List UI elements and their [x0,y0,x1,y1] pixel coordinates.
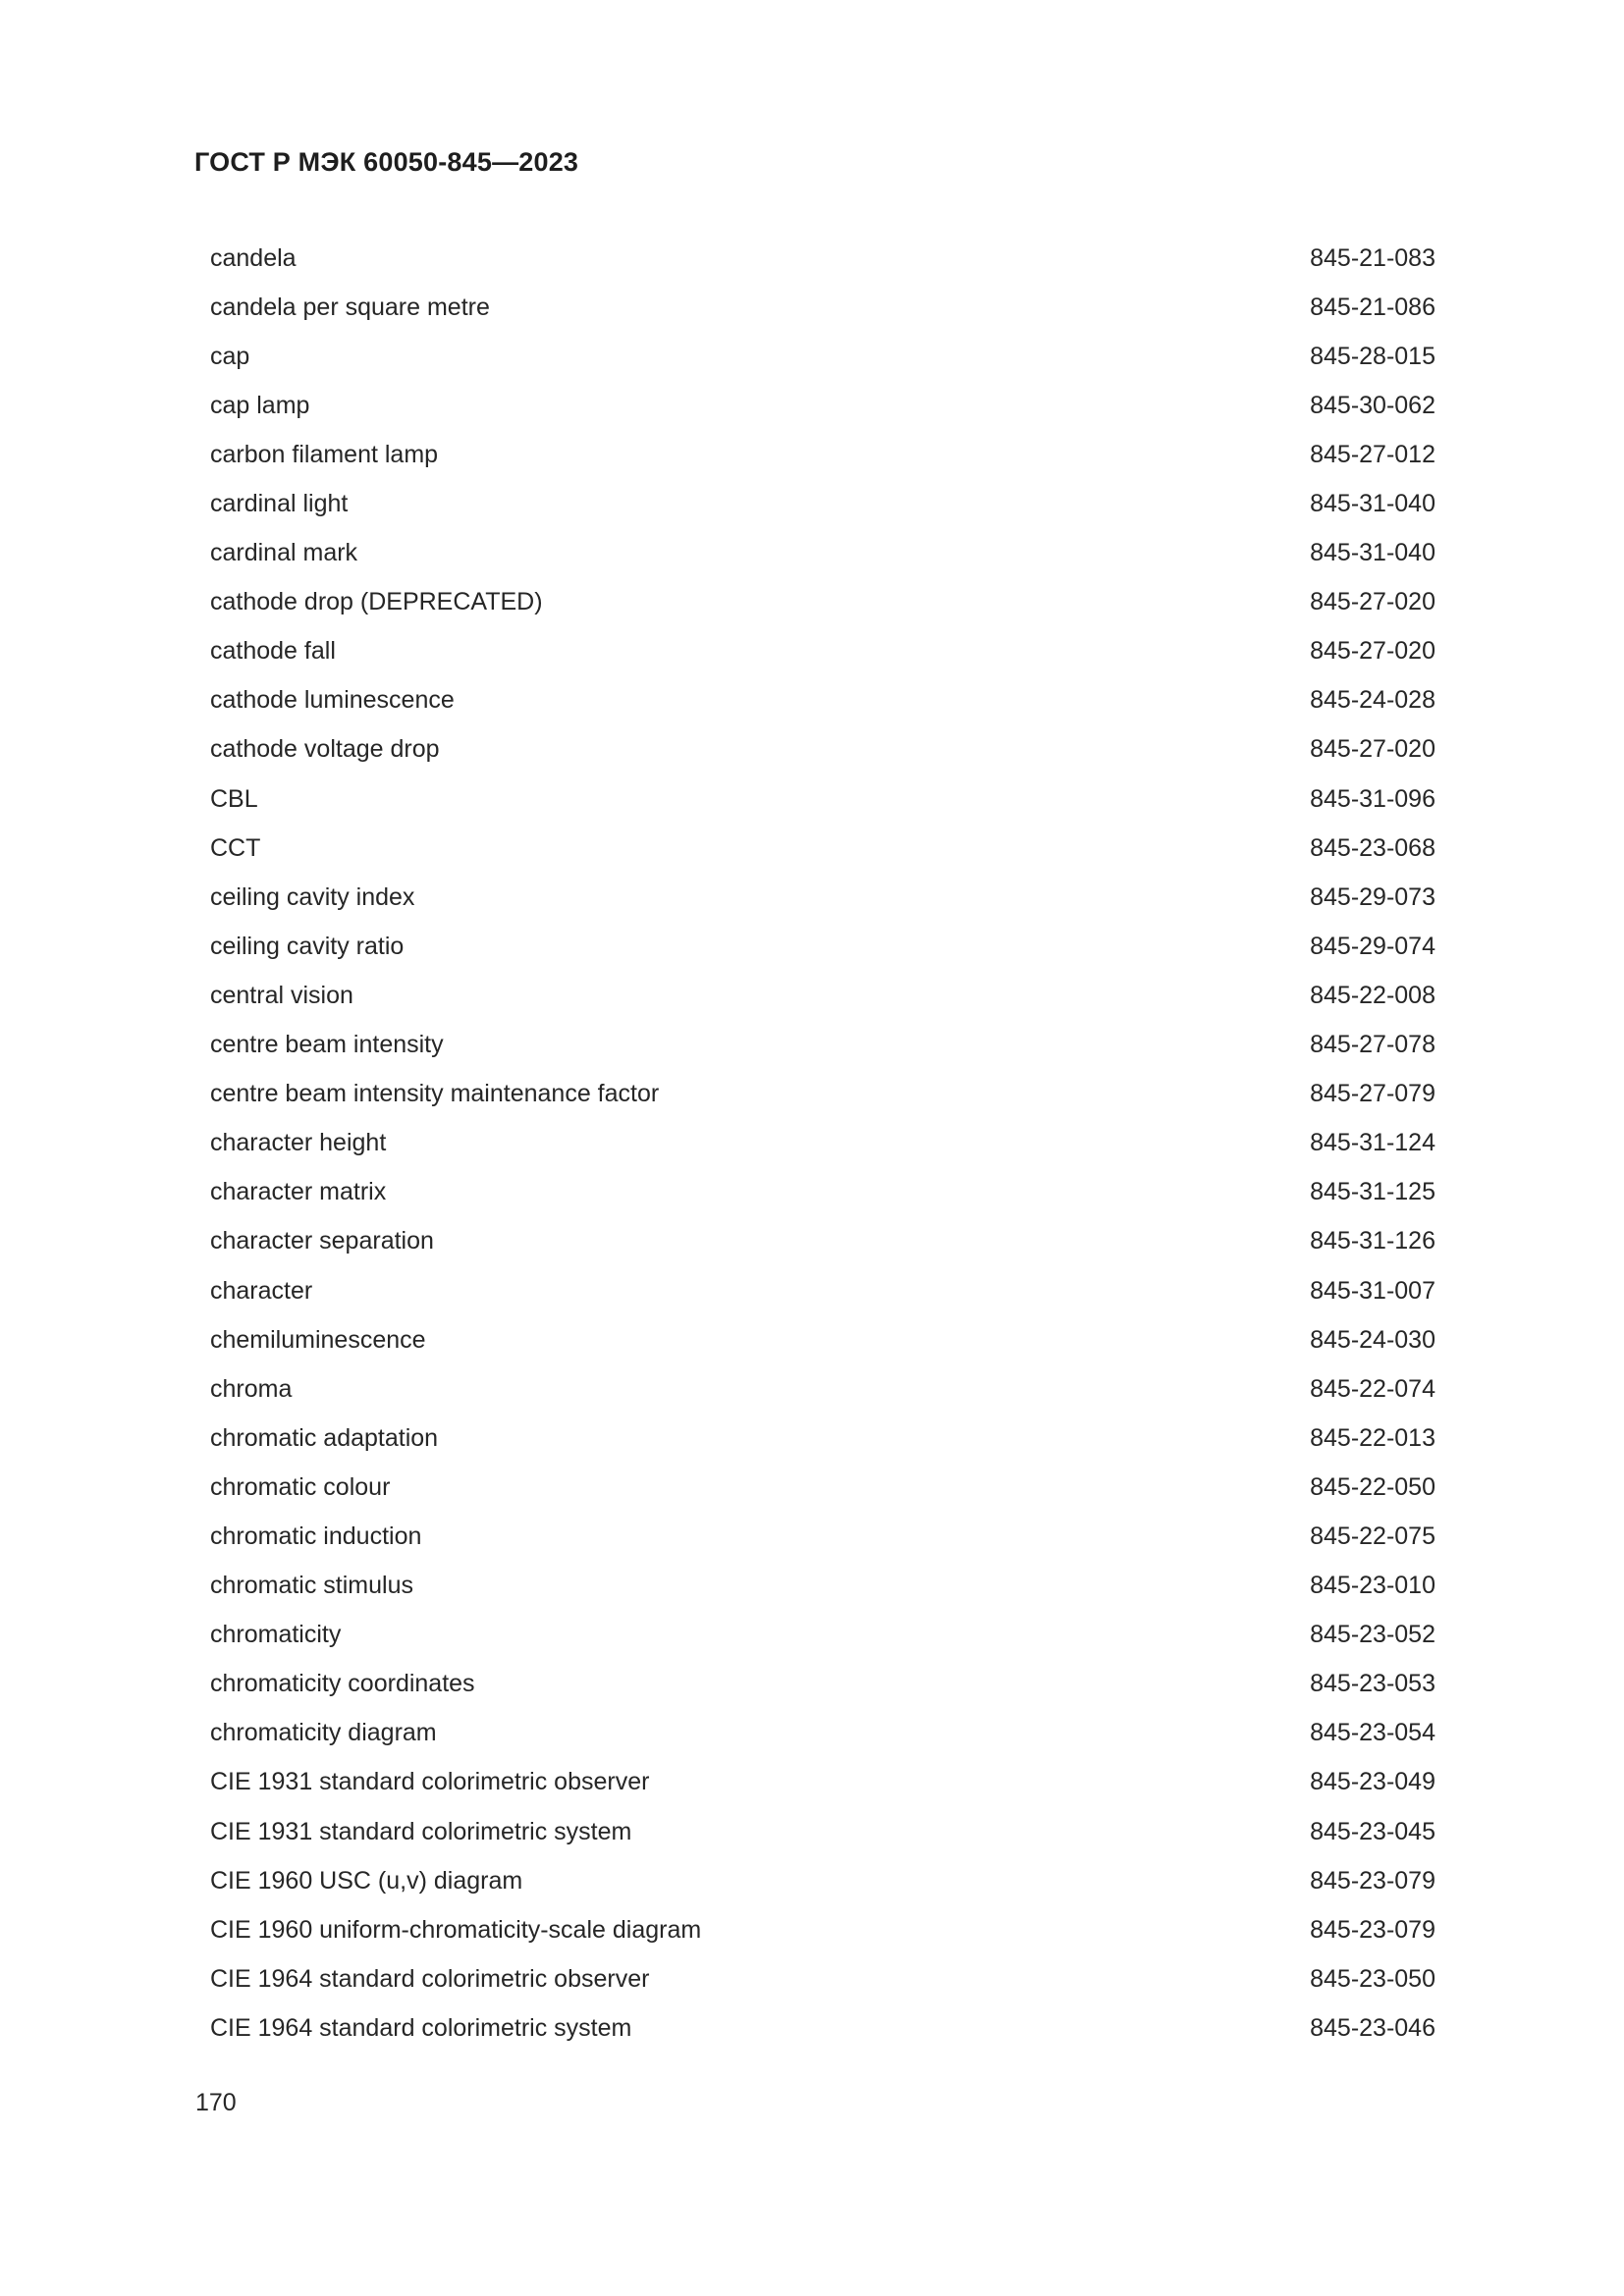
index-term: candela per square metre [210,293,490,321]
index-term: cathode voltage drop [210,735,440,764]
index-term-code: 845-29-074 [1310,932,1435,960]
index-term-code: 845-23-045 [1310,1817,1435,1845]
index-entry-row [210,430,1435,479]
index-term-code: 845-23-049 [1310,1768,1435,1796]
index-term-code: 845-23-010 [1310,1572,1435,1600]
index-term: CIE 1960 uniform-chromaticity-scale diagram [210,1915,702,1944]
index-entry-row [210,1070,1435,1119]
index-term-code: 845-23-054 [1310,1719,1435,1747]
index-term: chromaticity [210,1621,342,1649]
index-term: cap lamp [210,391,310,419]
index-term: central vision [210,981,353,1009]
index-entry-row [210,1562,1435,1611]
index-term: CIE 1964 standard colorimetric system [210,2013,632,2042]
index-term: CBL [210,784,258,813]
index-entry-row [210,627,1435,676]
index-term-code: 845-23-068 [1310,833,1435,862]
index-entry-row [210,283,1435,332]
index-term-code: 845-24-028 [1310,686,1435,715]
index-entry-row [210,1611,1435,1660]
index-entry-row [210,824,1435,873]
index-entry-row [210,1463,1435,1512]
index-entry-row [210,234,1435,283]
index-entry-row [210,2003,1435,2053]
index-term-code: 845-23-052 [1310,1621,1435,1649]
index-term: CIE 1964 standard colorimetric observer [210,1964,650,1993]
index-term: chromatic induction [210,1522,422,1550]
index-term: chromaticity diagram [210,1719,437,1747]
index-entry-row [210,1660,1435,1709]
index-entry-row [210,676,1435,725]
term-index-list [210,234,1435,2053]
index-entry-row [210,479,1435,528]
index-term: chromatic adaptation [210,1423,439,1452]
index-term-code: 845-22-008 [1310,981,1435,1009]
index-entry-row [210,1414,1435,1463]
index-term: chroma [210,1374,293,1403]
index-term-code: 845-27-020 [1310,637,1435,666]
index-term: character separation [210,1227,434,1255]
index-entry-row [210,1266,1435,1315]
index-term-code: 845-22-013 [1310,1423,1435,1452]
index-term-code: 845-23-079 [1310,1866,1435,1895]
index-term: character height [210,1129,387,1157]
index-term-code: 845-27-079 [1310,1080,1435,1108]
index-term-code: 845-31-007 [1310,1276,1435,1305]
index-term-code: 845-21-086 [1310,293,1435,321]
index-term-code: 845-30-062 [1310,391,1435,419]
index-entry-row [210,1217,1435,1266]
index-entry-row [210,1905,1435,1954]
index-entry-row [210,1021,1435,1070]
index-entry-row [210,1758,1435,1807]
index-term-code: 845-28-015 [1310,342,1435,370]
index-entry-row [210,1856,1435,1905]
index-entry-row [210,529,1435,578]
index-term-code: 845-22-050 [1310,1472,1435,1501]
index-term: cardinal mark [210,539,358,567]
index-term: cathode luminescence [210,686,455,715]
index-entry-row [210,1709,1435,1758]
index-term-code: 845-29-073 [1310,882,1435,911]
index-term: cardinal light [210,490,349,518]
page-header-title: ГОСТ Р МЭК 60050-845—2023 [194,147,579,177]
index-entry-row [210,725,1435,774]
index-term-code: 845-23-050 [1310,1964,1435,1993]
index-entry-row [210,1168,1435,1217]
index-term-code: 845-31-040 [1310,490,1435,518]
index-entry-row [210,922,1435,971]
index-term-code: 845-23-046 [1310,2013,1435,2042]
index-term-code: 845-31-040 [1310,539,1435,567]
index-term: CCT [210,833,261,862]
index-term: CIE 1931 standard colorimetric observer [210,1768,650,1796]
index-term: centre beam intensity maintenance factor [210,1080,660,1108]
index-entry-row [210,774,1435,824]
index-term: cathode drop (DEPRECATED) [210,588,543,616]
index-entry-row [210,332,1435,381]
index-term-code: 845-31-126 [1310,1227,1435,1255]
index-term: character matrix [210,1178,387,1206]
page-number: 170 [195,2089,237,2116]
index-entry-row [210,1807,1435,1856]
index-term: centre beam intensity [210,1031,444,1059]
index-term-code: 845-22-074 [1310,1374,1435,1403]
index-term: chemiluminescence [210,1325,426,1354]
index-term: chromatic stimulus [210,1572,413,1600]
index-term-code: 845-27-020 [1310,735,1435,764]
index-term-code: 845-31-125 [1310,1178,1435,1206]
index-entry-row [210,1364,1435,1414]
index-term-code: 845-31-124 [1310,1129,1435,1157]
index-term: CIE 1931 standard colorimetric system [210,1817,632,1845]
index-term: carbon filament lamp [210,440,439,468]
index-term: character [210,1276,313,1305]
index-term: ceiling cavity index [210,882,415,911]
index-entry-row [210,381,1435,430]
index-term: cathode fall [210,637,336,666]
index-entry-row [210,1954,1435,2003]
index-term-code: 845-23-053 [1310,1670,1435,1698]
index-term-code: 845-24-030 [1310,1325,1435,1354]
index-entry-row [210,873,1435,922]
index-term-code: 845-31-096 [1310,784,1435,813]
index-term-code: 845-27-020 [1310,588,1435,616]
index-term: chromaticity coordinates [210,1670,475,1698]
index-term: candela [210,243,297,272]
index-entry-row [210,971,1435,1020]
index-term-code: 845-27-012 [1310,440,1435,468]
index-term: cap [210,342,250,370]
index-term-code: 845-27-078 [1310,1031,1435,1059]
index-entry-row [210,578,1435,627]
index-entry-row [210,1119,1435,1168]
index-term: CIE 1960 USC (u,v) diagram [210,1866,523,1895]
index-entry-row [210,1315,1435,1364]
index-term-code: 845-23-079 [1310,1915,1435,1944]
index-term: chromatic colour [210,1472,391,1501]
index-term: ceiling cavity ratio [210,932,405,960]
index-entry-row [210,1512,1435,1561]
index-term-code: 845-21-083 [1310,243,1435,272]
index-term-code: 845-22-075 [1310,1522,1435,1550]
